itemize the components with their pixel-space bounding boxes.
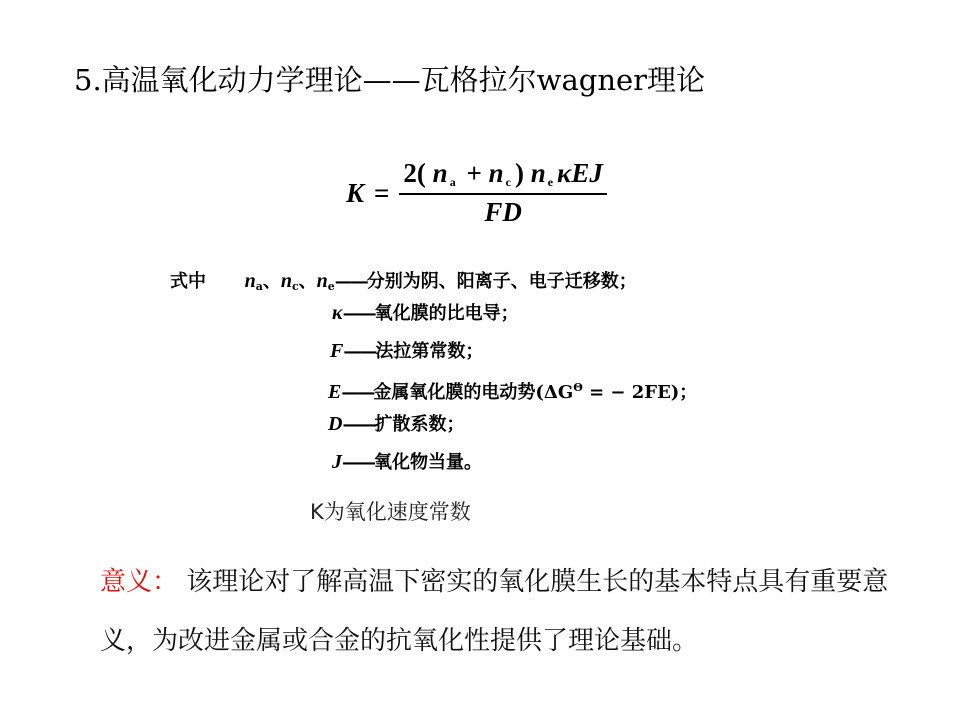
subscript-a: a: [449, 175, 456, 189]
symbol-f: F: [330, 340, 344, 362]
definition-row-n: [170, 266, 637, 296]
superscript-theta: Θ: [573, 381, 583, 394]
definition-text: 金属氧化膜的电动势(ΔG: [373, 382, 574, 403]
formula-lhs: K: [346, 177, 365, 208]
symbol-d: D: [328, 413, 343, 435]
dash: ——: [342, 303, 375, 324]
definition-text: 分别为阴、阳离子、电子迁移数；: [366, 271, 637, 292]
subscript-e: e: [547, 175, 554, 189]
symbol-n-c: n: [280, 270, 292, 292]
definition-row-f: [330, 336, 483, 366]
numerator-n-a: n: [432, 158, 448, 188]
definition-row-kappa: [332, 298, 519, 328]
numerator-close: ): [514, 158, 524, 188]
symbol-kappa: κ: [332, 302, 343, 324]
separator: 、: [262, 271, 281, 292]
symbol-j: J: [332, 451, 342, 473]
dash: ——: [343, 341, 376, 362]
definition-text: 氧化膜的比电导；: [374, 303, 519, 324]
wagner-formula: [346, 158, 607, 228]
dash: ——: [342, 414, 375, 435]
numerator-tail: κEJ: [557, 158, 603, 188]
definition-row-d: [328, 409, 464, 439]
dash: ——: [334, 271, 367, 292]
separator: 、: [298, 271, 317, 292]
slide-title: 5.高温氧化动力学理论——瓦格拉尔wagner理论: [74, 63, 706, 97]
definition-row-e: [328, 373, 697, 403]
significance-label: 意义：: [100, 567, 179, 597]
formula-fraction: [399, 158, 606, 228]
definition-text: 扩散系数；: [374, 414, 465, 435]
symbol-n-e: n: [316, 270, 328, 292]
dash: ——: [341, 382, 374, 403]
numerator-n-e: n: [530, 158, 546, 188]
significance-text: 该理论对了解高温下密实的氧化膜生长的基本特点具有重要意义，为改进金属或合金的抗氧化性提供了理论基础。: [100, 567, 889, 656]
formula-caption: K为氧化速度常数: [310, 500, 471, 524]
definition-text: 法拉第常数；: [375, 341, 484, 362]
formula-numerator: [399, 158, 606, 195]
numerator-open: 2(: [403, 158, 426, 188]
sub-c: c: [291, 280, 299, 293]
sub-a: a: [255, 280, 263, 293]
numerator-plus: +: [466, 158, 482, 188]
definition-text: 氧化物当量。: [374, 452, 482, 473]
significance-paragraph: [100, 553, 920, 671]
sub-e: e: [327, 280, 335, 293]
definition-intro: 式中: [170, 271, 206, 292]
symbol-n-a: n: [244, 270, 256, 292]
numerator-n-c: n: [488, 158, 504, 188]
formula-equals: =: [374, 177, 390, 208]
dash: ——: [342, 452, 374, 473]
definition-row-j: [332, 447, 482, 477]
subscript-c: c: [505, 175, 511, 189]
formula-denominator: FD: [484, 197, 522, 227]
definition-text-after: = − 2FE)；: [582, 382, 698, 403]
symbol-e: E: [328, 381, 342, 403]
